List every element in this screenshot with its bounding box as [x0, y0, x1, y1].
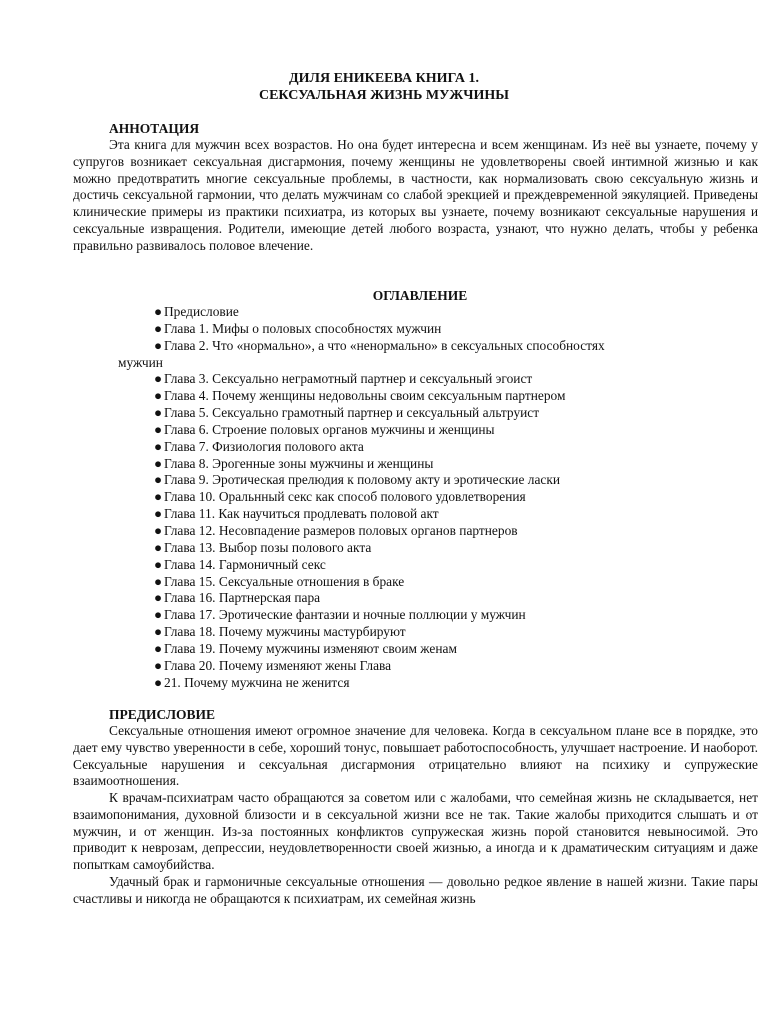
toc-item[interactable] — [118, 607, 708, 624]
toc-item-label: Глава 13. Выбор позы полового акта — [164, 539, 372, 555]
toc-item-label: Глава 10. Оральнный секс как способ полового удовлетворения — [164, 489, 526, 505]
toc-item-label-continued: мужчин — [118, 354, 163, 370]
bullet-icon: ● — [154, 405, 163, 421]
toc-item-label: Глава 8. Эрогенные зоны мужчины и женщины — [164, 455, 434, 471]
book-title-line2: СЕКСУАЛЬНАЯ ЖИЗНЬ МУЖЧИНЫ — [258, 88, 510, 103]
toc-item[interactable] — [118, 405, 708, 422]
toc-item-label: Глава 17. Эротические фантазии и ночные поллюции у мужчин — [164, 607, 526, 623]
toc-item[interactable] — [118, 590, 708, 607]
toc-item-label: Глава 6. Строение половых органов мужчины и женщины — [164, 421, 495, 437]
bullet-icon: ● — [154, 304, 163, 319]
toc-item-label: Глава 3. Сексуально неграмотный партнер и сексуальный эгоист — [164, 371, 533, 387]
toc-item[interactable] — [118, 641, 708, 658]
toc-item[interactable] — [118, 338, 708, 372]
toc-item-label: Глава 16. Партнерская пара — [164, 590, 321, 606]
bullet-icon: ● — [154, 455, 163, 471]
bullet-icon: ● — [154, 573, 163, 589]
bullet-icon: ● — [154, 674, 163, 690]
bullet-icon: ● — [154, 539, 163, 555]
toc-item-label: Глава 19. Почему мужчины изменяют своим женам — [164, 640, 457, 656]
toc-item[interactable] — [118, 371, 708, 388]
toc-item[interactable] — [118, 439, 708, 456]
toc-heading: ОГЛАВЛЕНИЕ — [372, 288, 468, 303]
toc-item[interactable] — [118, 506, 708, 523]
toc-item[interactable] — [118, 321, 708, 338]
toc-item[interactable] — [118, 675, 708, 692]
annotation-heading: АННОТАЦИЯ — [109, 121, 200, 136]
bullet-icon: ● — [154, 371, 163, 387]
bullet-icon: ● — [154, 640, 163, 656]
toc-item-label: Глава 5. Сексуально грамотный партнер и сексуальный альтруист — [164, 405, 540, 421]
bullet-icon: ● — [154, 624, 163, 640]
toc-item-label: Глава 9. Эротическая прелюдия к половому акту и эротические ласки — [164, 472, 561, 488]
toc-item-label: Глава 2. Что «нормально», а что «ненормально» в сексуальных способностях — [164, 337, 605, 353]
toc-item-label: Глава 1. Мифы о половых способностях мужчин — [164, 320, 442, 336]
toc-item-label: Глава 7. Физиология полового акта — [164, 438, 364, 454]
bullet-icon: ● — [154, 388, 163, 404]
bullet-icon: ● — [154, 421, 163, 437]
toc-item[interactable] — [118, 574, 708, 591]
toc-item-label: Глава 12. Несовпадение размеров половых органов партнеров — [164, 522, 518, 538]
toc-item[interactable] — [118, 456, 708, 473]
preface-paragraph-3: Удачный брак и гармоничные сексуальные отношения — довольно редкое явление в нашей жизни. Такие пары счастливы и никогда не обращаются к психиатрам, их семейная жизнь — [73, 874, 758, 906]
toc-item[interactable] — [118, 304, 708, 321]
table-of-contents — [118, 304, 708, 691]
preface-paragraph-2: К врачам-психиатрам часто обращаются за советом или с жалобами, что семейная жизнь не складывается, нет взаимопонимания, духовной близости и в сексуальной жизни все не так. Такие жалобы приходится слышать и от мужчин, и от женщин. Из-за постоянных конфликтов супружеская жизнь порой становится невыносимой. Это приводит к неврозам, депрессии, неудовлетворенности своей жизнью, а иногда и к драматическим ситуациям и даже попыткам самоубийства. — [73, 790, 758, 873]
bullet-icon: ● — [154, 522, 163, 538]
toc-item[interactable] — [118, 658, 708, 675]
preface-heading: ПРЕДИСЛОВИЕ — [109, 707, 216, 722]
bullet-icon: ● — [154, 556, 163, 572]
toc-item[interactable] — [118, 422, 708, 439]
preface-paragraph-1: Сексуальные отношения имеют огромное значение для человека. Когда в сексуальном плане все в порядке, это дает ему чувство уверенности в себе, хороший тонус, повышает работоспособность, улучшает настроение. И наоборот. Сексуальные нарушения и сексуальная дисгармония отрицательно влияют на психику и супружеские взаимоотношения. — [73, 723, 758, 789]
bullet-icon: ● — [154, 472, 163, 488]
toc-item-label: Глава 14. Гармоничный секс — [164, 556, 326, 572]
toc-item-label: 21. Почему мужчина не женится — [164, 674, 350, 690]
toc-item-label: Глава 15. Сексуальные отношения в браке — [164, 573, 405, 589]
bullet-icon: ● — [154, 506, 163, 522]
toc-item[interactable] — [118, 624, 708, 641]
annotation-text: Эта книга для мужчин всех возрастов. Но она будет интересна и всем женщинам. Из неё вы узнаете, почему у супругов возникает сексуальная дисгармония, почему женщины не удовлетворены своей интимной жизнью и как можно предотвратить многие сексуальные проблемы, в частности, как нормализовать свою сексуальную жизнь и достичь сексуальной гармонии, что делать мужчинам со слабой эрекцией и преждевременной эякуляцией. Приведены клинические примеры из практики психиатра, из которых вы узнаете, почему возникают сексуальные нарушения и сексуальные извращения. Родители, имеющие детей любого возраста, узнают, что нужно делать, чтобы у ребенка правильно развивалось половое влечение. — [73, 137, 758, 253]
bullet-icon: ● — [154, 320, 163, 336]
bullet-icon: ● — [154, 590, 163, 606]
bullet-icon: ● — [154, 438, 163, 454]
bullet-icon: ● — [154, 489, 163, 505]
toc-item-label: Предисловие — [164, 304, 239, 319]
toc-item-label: Глава 20. Почему изменяют жены Глава — [164, 657, 392, 673]
toc-item-label: Глава 11. Как научиться продлевать половой акт — [164, 506, 439, 522]
toc-item-label: Глава 18. Почему мужчины мастурбируют — [164, 624, 406, 640]
toc-item[interactable] — [118, 388, 708, 405]
toc-item[interactable] — [118, 557, 708, 574]
bullet-icon: ● — [154, 607, 163, 623]
bullet-icon: ● — [154, 657, 163, 673]
toc-item[interactable] — [118, 472, 708, 489]
book-title-line1: ДИЛЯ ЕНИКЕЕВА КНИГА 1. — [289, 71, 479, 86]
toc-item[interactable] — [118, 540, 708, 557]
bullet-icon: ● — [154, 337, 163, 353]
toc-item[interactable] — [118, 489, 708, 506]
toc-item-label: Глава 4. Почему женщины недовольны своим сексуальным партнером — [164, 388, 566, 404]
toc-item[interactable] — [118, 523, 708, 540]
